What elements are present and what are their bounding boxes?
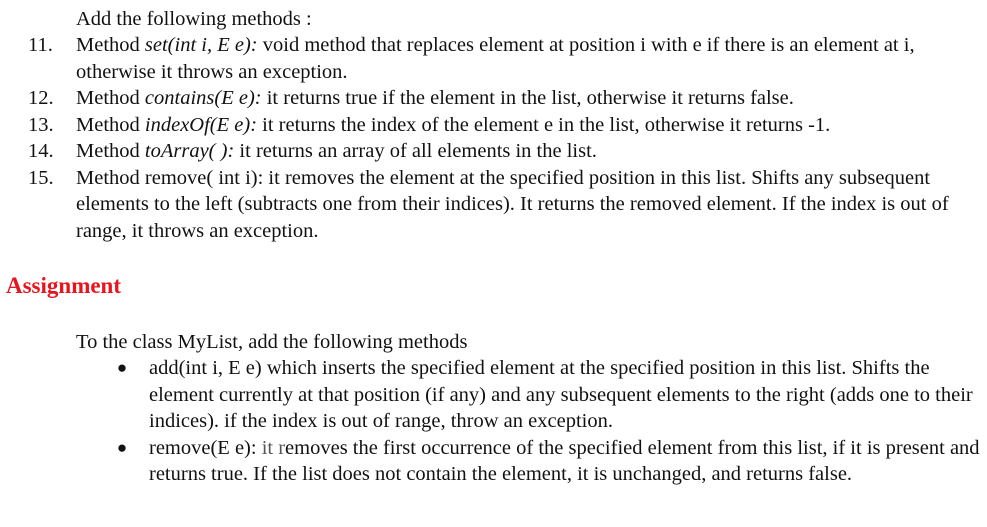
- method-prefix: Method: [76, 34, 145, 56]
- bullet-remove-element: [112, 435, 982, 488]
- methods-list: [28, 32, 983, 244]
- method-description: remove( int i): it removes the element at the specified position in this list. Shifts any subsequent elements to the left (subtracts one from their indices). It returns the removed element. If the index is out of range, it throws an exception.: [76, 166, 949, 242]
- method-signature: toArray( ):: [144, 140, 235, 162]
- method-prefix: Method: [76, 166, 145, 189]
- item-number: 15.: [28, 166, 54, 189]
- assignment-bullets: [112, 355, 982, 488]
- method-item-toarray: [28, 138, 983, 165]
- method-signature: contains(E e):: [144, 87, 262, 109]
- item-number: 11.: [28, 34, 53, 56]
- bullet-text-rest: emoves the first occurrence of the specified element from this list, if it is present and returns true. If the list does not contain the element, it is unchanged, and returns false.: [149, 436, 980, 485]
- method-item-remove-index: [28, 165, 983, 245]
- method-item-indexof: [28, 112, 983, 139]
- bullet-icon: ●: [116, 358, 128, 377]
- method-item-contains: [28, 85, 983, 112]
- method-description: void method that replaces element at position i with e if there is an element at i, otherwise it throws an exception.: [76, 34, 915, 83]
- bullet-text-gray: it r: [261, 436, 286, 459]
- bullet-text-lead: remove(E e):: [149, 436, 262, 459]
- bullet-text: add(int i, E e) which inserts the specified element at the specified position in this list. Shifts the element currently at that position (if any) and any subsequent elements to the right (adds one to their indices). if the index is out of range, throw an exception.: [149, 357, 973, 432]
- method-prefix: Method: [76, 87, 145, 109]
- assignment-intro: To the class MyList, add the following methods: [76, 331, 468, 353]
- method-description: it returns an array of all elements in the list.: [234, 140, 597, 162]
- method-prefix: Method: [76, 113, 145, 136]
- item-number: 12.: [28, 87, 54, 109]
- methods-intro: Add the following methods :: [76, 8, 312, 30]
- method-signature: set(int i, E e):: [144, 34, 258, 56]
- assignment-heading: Assignment: [6, 273, 122, 298]
- method-description: it returns true if the element in the list, otherwise it returns false.: [261, 87, 794, 109]
- bullet-icon: ●: [116, 437, 128, 457]
- bullet-add: [112, 355, 982, 435]
- method-signature: indexOf(E e):: [144, 113, 258, 136]
- item-number: 13.: [28, 113, 54, 136]
- method-prefix: Method: [76, 140, 145, 162]
- item-number: 14.: [28, 140, 54, 162]
- method-item-set: [28, 32, 983, 85]
- method-description: it returns the index of the element e in the list, otherwise it returns -1.: [257, 113, 831, 136]
